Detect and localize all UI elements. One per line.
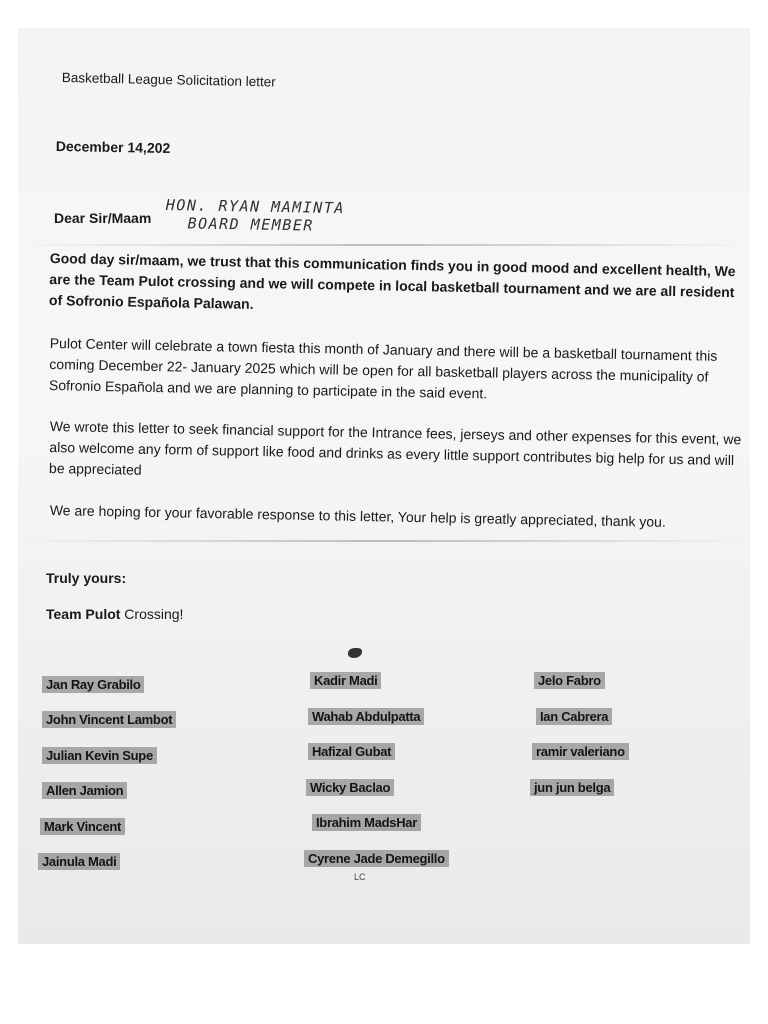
paragraph-event: Pulot Center will celebrate a town fiesta this month of January and there will be a basketball tournament this coming December 22- January 2025 which will be open for all basketball players across the municipality of Sofronio Española and we are planning to participate in the said event. (48, 334, 718, 402)
ink-smudge (348, 648, 362, 658)
paragraph-closing: We are hoping for your favorable response to this letter, Your help is greatly appreciated, thank you. (49, 501, 666, 530)
team-signature (46, 606, 183, 622)
letter-title: Basketball League Solicitation letter (61, 70, 276, 90)
handwritten-recipient (165, 196, 446, 237)
member-name: Wahab Abdulpatta (308, 708, 424, 725)
closing-line: Truly yours: (46, 570, 127, 586)
member-name: Jan Ray Grabilo (42, 676, 144, 693)
fold-line (18, 540, 750, 542)
salutation: Dear Sir/Maam (54, 210, 152, 226)
fold-line (18, 244, 750, 246)
member-name: Ibrahim MadsHar (312, 814, 421, 831)
member-name: Jainula Madi (38, 853, 120, 870)
team-name-rest: Crossing! (120, 606, 184, 622)
member-name: John Vincent Lambot (42, 711, 176, 728)
small-note: LC (354, 872, 366, 882)
paragraph-greeting: Good day sir/maam, we trust that this communication finds you in good mood and excellent health, We are the Team Pulot crossing and we will compete in local basketball tournament and we are all resident of Sofronio Española Palawan. (48, 249, 736, 312)
member-list (18, 668, 750, 888)
paragraph-request: We wrote this letter to seek financial support for the Intrance fees, jerseys and other expenses for this event, we also welcome any form of support like food and drinks as every little support contributes big help for us and will be appreciated (48, 417, 742, 478)
handwritten-name: HON. RYAN MAMINTA (165, 196, 346, 218)
member-name: Kadir Madi (310, 672, 381, 689)
letter-date: December 14,202 (55, 138, 171, 156)
member-name: jun jun belga (530, 779, 614, 796)
member-name: Jelo Fabro (534, 672, 605, 689)
member-name: Ian Cabrera (536, 708, 612, 725)
member-name: Julian Kevin Supe (42, 747, 157, 764)
member-name: Mark Vincent (40, 818, 125, 835)
team-name-bold: Team Pulot (46, 606, 121, 622)
member-name: Cyrene Jade Demegillo (304, 850, 449, 867)
handwritten-position: BOARD MEMBER (187, 214, 315, 235)
member-name: Allen Jamion (42, 782, 127, 799)
member-name: Hafizal Gubat (308, 743, 395, 760)
member-name: Wicky Baclao (306, 779, 394, 796)
member-name: ramir valeriano (532, 743, 629, 760)
letter-paper (18, 28, 750, 944)
